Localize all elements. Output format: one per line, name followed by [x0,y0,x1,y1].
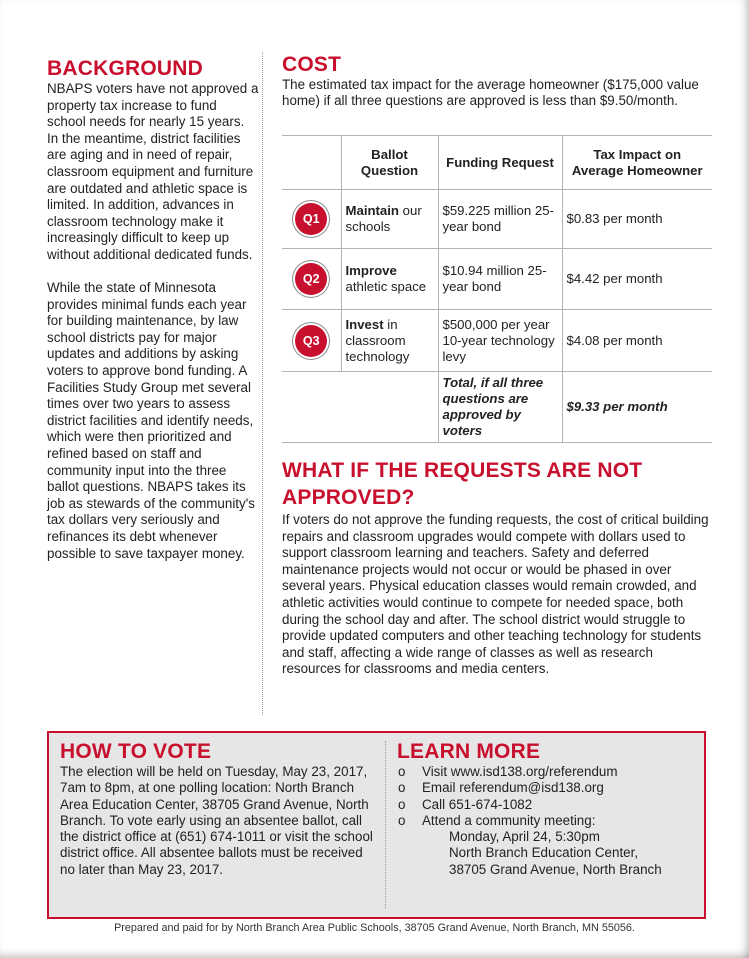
table-row [282,249,712,310]
list-item [398,796,697,813]
learn-more-phone: Call 651-674-1082 [422,796,533,812]
q2-question-rest: athletic space [345,279,427,294]
bullet-icon: o [398,812,406,828]
q3-badge: Q3 [295,325,327,357]
meeting-date: Monday, April 24, 5:30pm [449,829,600,845]
meeting-detail [422,829,697,845]
background-section [47,57,259,562]
q3-question [341,310,438,372]
q2-impact: $4.42 per month [562,249,712,310]
meeting-detail [422,845,697,861]
learn-more-list [397,764,697,878]
bullet-icon: o [398,764,406,779]
cost-table-header-row [282,136,712,190]
q2-question-bold: Improve [345,263,397,278]
q1-question-rest: our schools [345,203,422,234]
table-row [282,310,712,372]
q2-question [341,249,438,310]
q3-funding: $500,000 per year 10-year technology levy [438,310,562,372]
footer-disclaimer: Prepared and paid for by North Branch Area Public Schools, 38705 Grand Avenue, North Branch, MN 55056. [114,922,635,934]
header-funding-request: Funding Request [438,136,562,190]
what-if-section [282,457,714,678]
column-divider [262,52,263,715]
table-total-row [282,372,712,443]
list-item [398,812,697,829]
q1-impact: $0.83 per month [562,190,712,249]
box-divider [385,741,386,909]
cost-section [282,53,714,110]
learn-more-email[interactable]: Email referendum@isd138.org [422,780,604,796]
list-item [398,780,697,796]
total-label: Total, if all three questions are approved by voters [438,372,562,443]
q3-cell [282,310,341,372]
q1-cell [282,190,341,249]
how-to-vote-section [60,740,380,878]
learn-more-section [397,740,697,878]
q1-funding: $59.225 million 25-year bond [438,190,562,249]
cost-table-header-blank [282,136,341,190]
list-item [398,764,697,780]
q3-question-bold: Invest [345,316,384,332]
background-heading: BACKGROUND [47,57,203,80]
header-tax-impact: Tax Impact on Average Homeowner [562,136,712,190]
cost-table [282,135,712,443]
q3-impact: $4.08 per month [562,310,712,372]
q1-badge: Q1 [295,203,327,235]
total-blank [282,372,438,443]
background-paragraph-2: While the state of Minnesota provides minimal funds each year for building maintenance, by law school districts pay for major updates and additions by asking voters to approve bond funding. A Facilities Study Group met several times over two years to assess district facilities and identify needs, which were then prioritized and refined based on staff and community input into the three ballot questions. NBAPS takes its job as stewards of the community's tax dollars very seriously and refinances its debt whenever possible to save taxpayer money. [47,280,255,561]
q1-question [341,190,438,249]
vote-info-box [47,731,706,919]
header-ballot-question: Ballot Question [341,136,438,190]
what-if-heading: WHAT IF THE REQUESTS ARE NOT APPROVED? [282,459,643,509]
total-value: $9.33 per month [562,372,712,443]
q3-question-rest: in classroom technology [345,316,410,364]
learn-more-heading: LEARN MORE [397,740,541,763]
meeting-address: 38705 Grand Avenue, North Branch [449,861,662,877]
q2-funding: $10.94 million 25-year bond [438,249,562,310]
q2-cell [282,249,341,310]
cost-intro: The estimated tax impact for the average homeowner ($175,000 value home) if all three questions are approved is less than $9.50/month. [282,77,699,109]
table-row [282,190,712,249]
what-if-body: If voters do not approve the funding requests, the cost of critical building repairs and classroom upgrades would compete with dollars used to support classroom learning and teachers. Safety and deferred maintenance projects would not occur or would be phased in over several years. Physical education classes would remain crowded, and athletic activities would continue to compete for needed space, both during the school day and after. The school district would struggle to provide updated computers and other teaching technology for students and staff, affecting a wide range of classes as well as research resources for classrooms and media centers. [282,512,709,677]
learn-more-website[interactable]: Visit www.isd138.org/referendum [422,764,618,779]
learn-more-meeting: Attend a community meeting: [422,812,596,828]
bullet-icon: o [398,780,406,796]
cost-heading: COST [282,53,342,76]
meeting-location: North Branch Education Center, [449,845,639,861]
background-paragraph-1: NBAPS voters have not approved a property tax increase to fund school needs for nearly 15 years. In the meantime, district facilities are aging and in need of repair, classroom equipment and furniture are outdated and athletic space is limited. In addition, advances in classroom technology make it increasingly difficult to keep up without additional dedicated funds. [47,81,259,262]
meeting-detail [422,862,697,878]
bullet-icon: o [398,796,406,812]
q2-badge: Q2 [295,263,327,295]
how-to-vote-heading: HOW TO VOTE [60,740,212,763]
how-to-vote-body: The election will be held on Tuesday, May 23, 2017, 7am to 8pm, at one polling location: North Branch Area Education Center, 38705 Grand Avenue, North Branch. To vote early using an absentee ballot, call the district office at (651) 674-1011 or visit the school district office. All absentee ballots must be received no later than May 23, 2017. [60,764,373,877]
q1-question-bold: Maintain [345,203,399,218]
